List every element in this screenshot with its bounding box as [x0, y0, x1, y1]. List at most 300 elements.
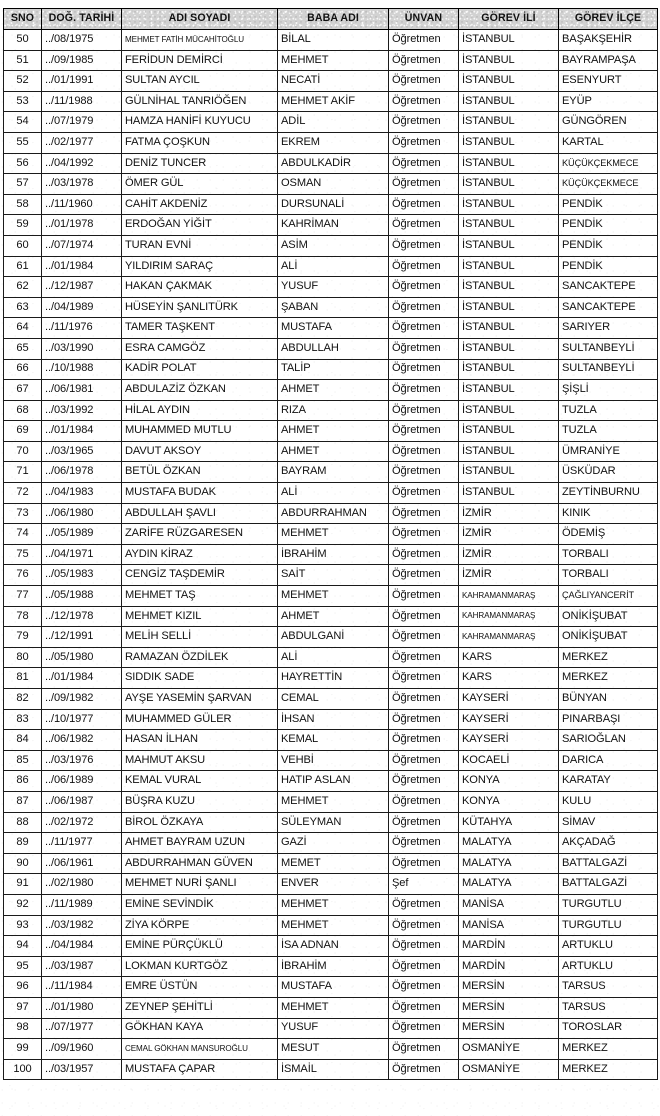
cell-ilce: ARTUKLU — [559, 956, 658, 977]
cell-adsoyad: SIDDIK SADE — [122, 668, 278, 689]
cell-dogum: ../05/1988 — [42, 586, 122, 607]
table-row — [4, 606, 658, 627]
cell-ilce: SULTANBEYLİ — [559, 338, 658, 359]
cell-il: İSTANBUL — [459, 338, 559, 359]
cell-dogum: ../01/1984 — [42, 668, 122, 689]
cell-dogum: ../01/1984 — [42, 421, 122, 442]
cell-unvan: Öğretmen — [389, 91, 459, 112]
table-row — [4, 256, 658, 277]
table-row — [4, 277, 658, 298]
cell-dogum: ../02/1980 — [42, 874, 122, 895]
cell-il: İSTANBUL — [459, 71, 559, 92]
cell-il: MALATYA — [459, 853, 559, 874]
cell-adsoyad: LOKMAN KURTGÖZ — [122, 956, 278, 977]
table-row — [4, 730, 658, 751]
cell-dogum: ../01/1991 — [42, 71, 122, 92]
cell-il: İSTANBUL — [459, 441, 559, 462]
cell-adsoyad: KEMAL VURAL — [122, 771, 278, 792]
cell-dogum: ../03/1976 — [42, 750, 122, 771]
cell-ilce: TARSUS — [559, 997, 658, 1018]
cell-baba: ABDULKADİR — [278, 153, 389, 174]
scanned-page — [0, 8, 660, 1116]
cell-adsoyad: HİLAL AYDIN — [122, 400, 278, 421]
cell-unvan: Öğretmen — [389, 689, 459, 710]
cell-dogum: ../01/1978 — [42, 215, 122, 236]
cell-il: İSTANBUL — [459, 462, 559, 483]
table-row — [4, 524, 658, 545]
cell-sno: 95 — [4, 956, 42, 977]
cell-il: İSTANBUL — [459, 174, 559, 195]
cell-unvan: Öğretmen — [389, 215, 459, 236]
cell-adsoyad: MEHMET KIZIL — [122, 606, 278, 627]
table-row — [4, 956, 658, 977]
cell-sno: 68 — [4, 400, 42, 421]
table-row — [4, 544, 658, 565]
cell-unvan: Öğretmen — [389, 853, 459, 874]
cell-ilce: TOROSLAR — [559, 1018, 658, 1039]
cell-adsoyad: CAHİT AKDENİZ — [122, 194, 278, 215]
cell-unvan: Öğretmen — [389, 318, 459, 339]
cell-dogum: ../11/1988 — [42, 91, 122, 112]
cell-sno: 58 — [4, 194, 42, 215]
cell-dogum: ../05/1980 — [42, 647, 122, 668]
cell-adsoyad: HASAN İLHAN — [122, 730, 278, 751]
table-row — [4, 112, 658, 133]
cell-baba: MUSTAFA — [278, 318, 389, 339]
cell-sno: 91 — [4, 874, 42, 895]
cell-sno: 93 — [4, 915, 42, 936]
cell-il: KAHRAMANMARAŞ — [459, 586, 559, 607]
cell-ilce: KARTAL — [559, 132, 658, 153]
cell-dogum: ../08/1975 — [42, 30, 122, 51]
cell-il: İZMİR — [459, 503, 559, 524]
cell-il: İZMİR — [459, 544, 559, 565]
cell-unvan: Öğretmen — [389, 709, 459, 730]
cell-unvan: Öğretmen — [389, 956, 459, 977]
cell-sno: 61 — [4, 256, 42, 277]
cell-baba: ABDULLAH — [278, 338, 389, 359]
cell-dogum: ../07/1974 — [42, 235, 122, 256]
cell-dogum: ../03/1982 — [42, 915, 122, 936]
cell-unvan: Öğretmen — [389, 235, 459, 256]
table-row — [4, 668, 658, 689]
cell-baba: AHMET — [278, 441, 389, 462]
cell-adsoyad: DENİZ TUNCER — [122, 153, 278, 174]
cell-adsoyad: MUHAMMED GÜLER — [122, 709, 278, 730]
cell-ilce: BAŞAKŞEHİR — [559, 30, 658, 51]
cell-unvan: Öğretmen — [389, 791, 459, 812]
table-row — [4, 503, 658, 524]
cell-dogum: ../04/1992 — [42, 153, 122, 174]
cell-ilce: ŞİŞLİ — [559, 380, 658, 401]
cell-sno: 74 — [4, 524, 42, 545]
table-row — [4, 874, 658, 895]
cell-adsoyad: MEHMET NURİ ŞANLI — [122, 874, 278, 895]
cell-il: İSTANBUL — [459, 112, 559, 133]
cell-il: KONYA — [459, 771, 559, 792]
cell-adsoyad: AYDIN KİRAZ — [122, 544, 278, 565]
cell-sno: 73 — [4, 503, 42, 524]
cell-il: İSTANBUL — [459, 194, 559, 215]
cell-baba: MESUT — [278, 1039, 389, 1060]
cell-ilce: PENDİK — [559, 194, 658, 215]
cell-unvan: Öğretmen — [389, 627, 459, 648]
cell-ilce: TARSUS — [559, 977, 658, 998]
cell-il: İSTANBUL — [459, 380, 559, 401]
cell-il: İSTANBUL — [459, 318, 559, 339]
cell-sno: 100 — [4, 1059, 42, 1080]
cell-sno: 76 — [4, 565, 42, 586]
cell-adsoyad: CEMAL GÖKHAN MANSUROĞLU — [122, 1039, 278, 1060]
cell-sno: 84 — [4, 730, 42, 751]
cell-ilce: ONİKİŞUBAT — [559, 606, 658, 627]
table-row — [4, 997, 658, 1018]
table-row — [4, 689, 658, 710]
cell-baba: ASİM — [278, 235, 389, 256]
cell-sno: 77 — [4, 586, 42, 607]
cell-unvan: Öğretmen — [389, 277, 459, 298]
cell-ilce: TUZLA — [559, 400, 658, 421]
cell-il: İSTANBUL — [459, 153, 559, 174]
table-row — [4, 833, 658, 854]
table-header — [4, 9, 658, 30]
cell-unvan: Öğretmen — [389, 915, 459, 936]
cell-ilce: GÜNGÖREN — [559, 112, 658, 133]
cell-dogum: ../05/1983 — [42, 565, 122, 586]
cell-dogum: ../04/1984 — [42, 936, 122, 957]
cell-sno: 87 — [4, 791, 42, 812]
cell-baba: MEHMET AKİF — [278, 91, 389, 112]
cell-ilce: ÖDEMİŞ — [559, 524, 658, 545]
cell-unvan: Öğretmen — [389, 441, 459, 462]
cell-adsoyad: AHMET BAYRAM UZUN — [122, 833, 278, 854]
cell-dogum: ../01/1980 — [42, 997, 122, 1018]
cell-unvan: Öğretmen — [389, 380, 459, 401]
cell-ilce: SANCAKTEPE — [559, 277, 658, 298]
cell-unvan: Öğretmen — [389, 503, 459, 524]
cell-unvan: Öğretmen — [389, 894, 459, 915]
cell-dogum: ../11/1989 — [42, 894, 122, 915]
cell-dogum: ../03/1987 — [42, 956, 122, 977]
cell-baba: SÜLEYMAN — [278, 812, 389, 833]
cell-ilce: BATTALGAZİ — [559, 874, 658, 895]
table-row — [4, 1039, 658, 1060]
table-row — [4, 1018, 658, 1039]
cell-sno: 69 — [4, 421, 42, 442]
table-row — [4, 359, 658, 380]
table-row — [4, 441, 658, 462]
cell-sno: 97 — [4, 997, 42, 1018]
cell-il: KAHRAMANMARAŞ — [459, 627, 559, 648]
cell-il: İSTANBUL — [459, 235, 559, 256]
cell-unvan: Öğretmen — [389, 174, 459, 195]
cell-ilce: KARATAY — [559, 771, 658, 792]
cell-ilce: MERKEZ — [559, 1039, 658, 1060]
cell-sno: 55 — [4, 132, 42, 153]
cell-unvan: Öğretmen — [389, 112, 459, 133]
cell-il: İSTANBUL — [459, 359, 559, 380]
cell-dogum: ../09/1982 — [42, 689, 122, 710]
cell-adsoyad: ÖMER GÜL — [122, 174, 278, 195]
cell-ilce: EYÜP — [559, 91, 658, 112]
cell-baba: ABDURRAHMAN — [278, 503, 389, 524]
cell-il: MARDİN — [459, 956, 559, 977]
cell-unvan: Öğretmen — [389, 400, 459, 421]
cell-ilce: SARIYER — [559, 318, 658, 339]
cell-ilce: ESENYURT — [559, 71, 658, 92]
cell-il: İSTANBUL — [459, 132, 559, 153]
cell-unvan: Öğretmen — [389, 544, 459, 565]
table-row — [4, 462, 658, 483]
cell-unvan: Öğretmen — [389, 132, 459, 153]
cell-adsoyad: ABDULAZİZ ÖZKAN — [122, 380, 278, 401]
cell-adsoyad: ZİYA KÖRPE — [122, 915, 278, 936]
cell-ilce: SARIOĞLAN — [559, 730, 658, 751]
table-row — [4, 1059, 658, 1080]
cell-dogum: ../03/1957 — [42, 1059, 122, 1080]
cell-baba: TALİP — [278, 359, 389, 380]
cell-unvan: Öğretmen — [389, 668, 459, 689]
table-row — [4, 215, 658, 236]
cell-dogum: ../03/1965 — [42, 441, 122, 462]
table-row — [4, 627, 658, 648]
cell-adsoyad: KADİR POLAT — [122, 359, 278, 380]
cell-unvan: Öğretmen — [389, 1059, 459, 1080]
cell-baba: MEHMET — [278, 915, 389, 936]
cell-sno: 65 — [4, 338, 42, 359]
cell-dogum: ../05/1989 — [42, 524, 122, 545]
table-row — [4, 771, 658, 792]
cell-baba: MEHMET — [278, 50, 389, 71]
cell-baba: ADİL — [278, 112, 389, 133]
cell-baba: AHMET — [278, 380, 389, 401]
cell-dogum: ../11/1960 — [42, 194, 122, 215]
cell-il: MANİSA — [459, 894, 559, 915]
cell-sno: 54 — [4, 112, 42, 133]
cell-sno: 83 — [4, 709, 42, 730]
cell-il: İSTANBUL — [459, 483, 559, 504]
cell-baba: BAYRAM — [278, 462, 389, 483]
cell-baba: ENVER — [278, 874, 389, 895]
cell-sno: 92 — [4, 894, 42, 915]
cell-sno: 67 — [4, 380, 42, 401]
cell-il: İSTANBUL — [459, 400, 559, 421]
table-row — [4, 297, 658, 318]
cell-adsoyad: HÜSEYİN ŞANLITÜRK — [122, 297, 278, 318]
cell-sno: 52 — [4, 71, 42, 92]
cell-ilce: TORBALI — [559, 565, 658, 586]
cell-il: MERSİN — [459, 1018, 559, 1039]
cell-ilce: AKÇADAĞ — [559, 833, 658, 854]
cell-adsoyad: ZEYNEP ŞEHİTLİ — [122, 997, 278, 1018]
cell-ilce: TURGUTLU — [559, 894, 658, 915]
cell-il: İZMİR — [459, 565, 559, 586]
cell-dogum: ../03/1978 — [42, 174, 122, 195]
cell-adsoyad: ESRA CAMGÖZ — [122, 338, 278, 359]
table-row — [4, 71, 658, 92]
cell-sno: 64 — [4, 318, 42, 339]
cell-ilce: ÜSKÜDAR — [559, 462, 658, 483]
cell-adsoyad: ZARİFE RÜZGARESEN — [122, 524, 278, 545]
cell-sno: 59 — [4, 215, 42, 236]
cell-unvan: Öğretmen — [389, 833, 459, 854]
cell-adsoyad: HAKAN ÇAKMAK — [122, 277, 278, 298]
cell-baba: İBRAHİM — [278, 956, 389, 977]
cell-unvan: Öğretmen — [389, 524, 459, 545]
cell-il: İSTANBUL — [459, 277, 559, 298]
table-row — [4, 647, 658, 668]
cell-sno: 78 — [4, 606, 42, 627]
cell-baba: SAİT — [278, 565, 389, 586]
cell-unvan: Öğretmen — [389, 750, 459, 771]
cell-ilce: MERKEZ — [559, 647, 658, 668]
cell-il: KONYA — [459, 791, 559, 812]
cell-sno: 60 — [4, 235, 42, 256]
cell-dogum: ../11/1977 — [42, 833, 122, 854]
cell-sno: 88 — [4, 812, 42, 833]
cell-unvan: Öğretmen — [389, 647, 459, 668]
table-row — [4, 565, 658, 586]
cell-dogum: ../10/1977 — [42, 709, 122, 730]
cell-ilce: DARICA — [559, 750, 658, 771]
cell-unvan: Öğretmen — [389, 565, 459, 586]
cell-il: OSMANİYE — [459, 1039, 559, 1060]
cell-baba: MEHMET — [278, 586, 389, 607]
cell-dogum: ../04/1989 — [42, 297, 122, 318]
cell-unvan: Öğretmen — [389, 936, 459, 957]
cell-ilce: BÜNYAN — [559, 689, 658, 710]
cell-sno: 75 — [4, 544, 42, 565]
cell-baba: DURSUNALİ — [278, 194, 389, 215]
table-body — [4, 30, 658, 1080]
cell-il: KAHRAMANMARAŞ — [459, 606, 559, 627]
cell-baba: ALİ — [278, 256, 389, 277]
cell-ilce: PENDİK — [559, 235, 658, 256]
cell-adsoyad: DAVUT AKSOY — [122, 441, 278, 462]
cell-dogum: ../09/1960 — [42, 1039, 122, 1060]
cell-unvan: Öğretmen — [389, 194, 459, 215]
cell-sno: 63 — [4, 297, 42, 318]
cell-ilce: ÇAĞLIYANCERİT — [559, 586, 658, 607]
cell-sno: 72 — [4, 483, 42, 504]
cell-unvan: Öğretmen — [389, 586, 459, 607]
cell-adsoyad: MUSTAFA BUDAK — [122, 483, 278, 504]
header-row — [4, 9, 658, 30]
cell-baba: YUSUF — [278, 277, 389, 298]
cell-unvan: Öğretmen — [389, 50, 459, 71]
cell-ilce: ARTUKLU — [559, 936, 658, 957]
cell-dogum: ../09/1985 — [42, 50, 122, 71]
cell-il: İSTANBUL — [459, 50, 559, 71]
cell-dogum: ../02/1972 — [42, 812, 122, 833]
table-row — [4, 30, 658, 51]
cell-baba: İSA ADNAN — [278, 936, 389, 957]
table-row — [4, 318, 658, 339]
cell-sno: 99 — [4, 1039, 42, 1060]
cell-adsoyad: CENGİZ TAŞDEMİR — [122, 565, 278, 586]
cell-adsoyad: AYŞE YASEMİN ŞARVAN — [122, 689, 278, 710]
cell-dogum: ../01/1984 — [42, 256, 122, 277]
cell-il: MALATYA — [459, 874, 559, 895]
cell-ilce: PENDİK — [559, 256, 658, 277]
cell-ilce: PENDİK — [559, 215, 658, 236]
cell-unvan: Öğretmen — [389, 977, 459, 998]
cell-il: OSMANİYE — [459, 1059, 559, 1080]
cell-sno: 90 — [4, 853, 42, 874]
cell-dogum: ../03/1990 — [42, 338, 122, 359]
cell-sno: 71 — [4, 462, 42, 483]
cell-ilce: SİMAV — [559, 812, 658, 833]
cell-il: KÜTAHYA — [459, 812, 559, 833]
cell-baba: CEMAL — [278, 689, 389, 710]
cell-adsoyad: ABDURRAHMAN GÜVEN — [122, 853, 278, 874]
cell-adsoyad: EMİNE SEVİNDİK — [122, 894, 278, 915]
cell-il: KAYSERİ — [459, 689, 559, 710]
cell-baba: MEHMET — [278, 894, 389, 915]
cell-ilce: KÜÇÜKÇEKMECE — [559, 153, 658, 174]
cell-dogum: ../12/1991 — [42, 627, 122, 648]
cell-adsoyad: BİROL ÖZKAYA — [122, 812, 278, 833]
cell-sno: 89 — [4, 833, 42, 854]
cell-baba: MEHMET — [278, 791, 389, 812]
cell-sno: 98 — [4, 1018, 42, 1039]
table-row — [4, 235, 658, 256]
cell-il: İZMİR — [459, 524, 559, 545]
cell-unvan: Öğretmen — [389, 256, 459, 277]
cell-adsoyad: HAMZA HANİFİ KUYUCU — [122, 112, 278, 133]
cell-baba: MUSTAFA — [278, 977, 389, 998]
cell-adsoyad: BÜŞRA KUZU — [122, 791, 278, 812]
cell-adsoyad: GÖKHAN KAYA — [122, 1018, 278, 1039]
cell-ilce: SANCAKTEPE — [559, 297, 658, 318]
cell-unvan: Öğretmen — [389, 1018, 459, 1039]
cell-adsoyad: YILDIRIM SARAÇ — [122, 256, 278, 277]
table-row — [4, 91, 658, 112]
cell-baba: İBRAHİM — [278, 544, 389, 565]
table-row — [4, 586, 658, 607]
cell-sno: 70 — [4, 441, 42, 462]
cell-il: İSTANBUL — [459, 421, 559, 442]
cell-dogum: ../06/1987 — [42, 791, 122, 812]
cell-il: MERSİN — [459, 997, 559, 1018]
cell-adsoyad: EMRE ÜSTÜN — [122, 977, 278, 998]
cell-adsoyad: FERİDUN DEMİRCİ — [122, 50, 278, 71]
cell-unvan: Öğretmen — [389, 71, 459, 92]
cell-ilce: SULTANBEYLİ — [559, 359, 658, 380]
cell-sno: 56 — [4, 153, 42, 174]
table-row — [4, 709, 658, 730]
table-row — [4, 812, 658, 833]
cell-baba: EKREM — [278, 132, 389, 153]
table-row — [4, 153, 658, 174]
cell-sno: 53 — [4, 91, 42, 112]
table-row — [4, 791, 658, 812]
cell-sno: 51 — [4, 50, 42, 71]
table-row — [4, 750, 658, 771]
cell-dogum: ../06/1961 — [42, 853, 122, 874]
cell-ilce: ZEYTİNBURNU — [559, 483, 658, 504]
cell-ilce: TORBALI — [559, 544, 658, 565]
cell-unvan: Öğretmen — [389, 421, 459, 442]
cell-sno: 82 — [4, 689, 42, 710]
cell-sno: 81 — [4, 668, 42, 689]
cell-il: KAYSERİ — [459, 730, 559, 751]
table-row — [4, 50, 658, 71]
cell-il: KAYSERİ — [459, 709, 559, 730]
table-row — [4, 132, 658, 153]
cell-dogum: ../06/1978 — [42, 462, 122, 483]
cell-dogum: ../12/1978 — [42, 606, 122, 627]
